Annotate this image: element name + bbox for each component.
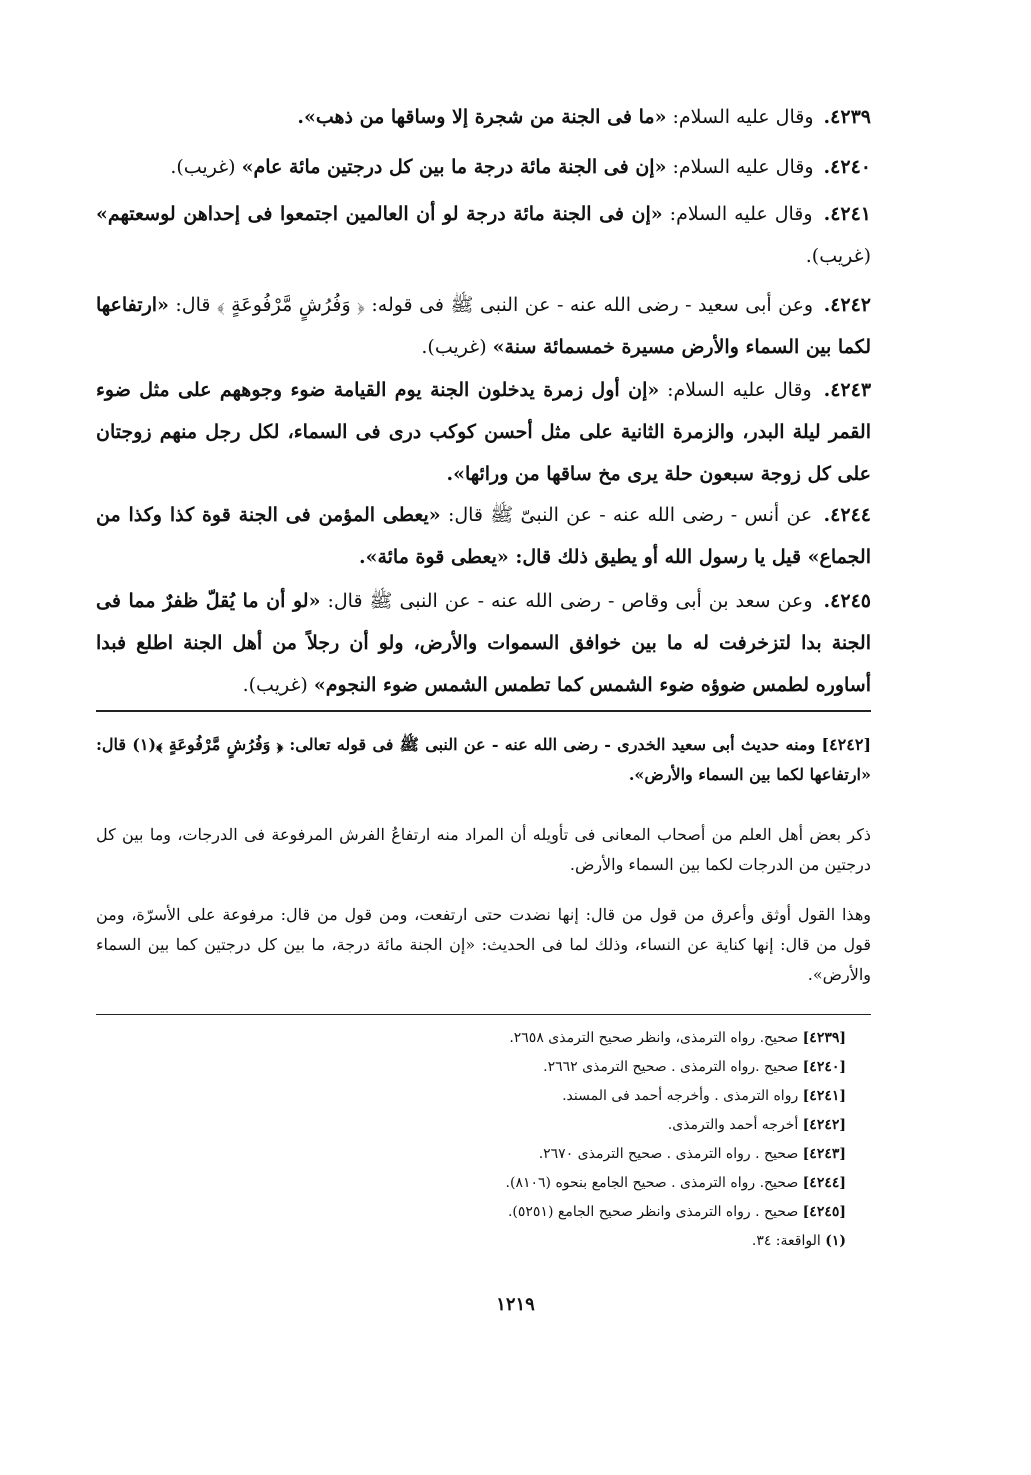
footnote-text: صحيح . رواه الترمذى . صحيح الترمذى ٢٦٧٠. <box>538 1146 799 1162</box>
footnotes <box>246 1024 846 1256</box>
footnote-number: [٤٢٤٢] <box>802 1117 846 1133</box>
footnote-text: صحيح. رواه الترمذى . صحيح الجامع بنحوه (٨١٠٦). <box>505 1175 799 1191</box>
hadith-number: ٤٢٤٢. <box>823 294 872 316</box>
hadith-intro: عن أنس - رضى الله عنه - عن النبىّ ﷺ قال: <box>447 504 813 526</box>
hadith-grade: (غريب). <box>170 156 236 178</box>
hadith-grade: (غريب). <box>421 336 487 358</box>
hadith-text: «إن فى الجنة مائة درجة لو أن العالمين اجتمعوا فى إحداهن لوسعتهم» <box>96 203 663 225</box>
footnote-number: [٤٢٤٤] <box>802 1175 846 1191</box>
hadith-4241 <box>96 193 871 277</box>
footnote-number: [٤٢٤٣] <box>802 1146 846 1162</box>
commentary-paragraph-1: ذكر بعض أهل العلم من أصحاب المعانى فى تأويله أن المراد منه ارتفاعُ الفرش المرفوعة فى الدرجات، وما بين كل درجتين من الدرجات لكما بين السماء والأرض. <box>96 825 871 874</box>
footnote <box>246 1140 846 1169</box>
commentary-heading: [٤٢٤٢] ومنه حديث أبى سعيد الخدرى - رضى الله عنه - عن النبى ﷺ فى قوله تعالى: ﴿ وَفُرُشٍ مَّرْفُوعَةٍ ﴾(١) قال: «ارتفاعها لكما بين السماء والأرض». <box>96 735 872 784</box>
hadith-4245 <box>96 580 871 706</box>
hadith-4239 <box>96 96 871 138</box>
footnote-text: صحيح. رواه الترمذى، وانظر صحيح الترمذى ٢٦٥٨. <box>509 1030 799 1046</box>
footnote-number: [٤٢٤٠] <box>802 1059 846 1075</box>
hadith-number: ٤٢٤٤. <box>823 504 871 526</box>
hadith-number: ٤٢٤٠. <box>823 156 871 178</box>
hadith-intro: وعن سعد بن أبى وقاص - رضى الله عنه - عن النبى ﷺ قال: <box>327 590 813 612</box>
hadith-intro: وقال عليه السلام: <box>672 106 814 128</box>
hadith-number: ٤٢٣٩. <box>823 106 871 128</box>
hadith-4243 <box>96 369 871 495</box>
hadith-intro: وقال عليه السلام: <box>672 156 814 178</box>
commentary-head <box>96 730 871 790</box>
section-divider <box>96 710 871 712</box>
hadith-4242 <box>96 284 871 368</box>
hadith-intro: وعن أبى سعيد - رضى الله عنه - عن النبى ﷺ فى قوله: ﴿ وَفُرُشٍ مَّرْفُوعَةٍ ﴾ قال: <box>175 294 814 316</box>
page-number: ١٢١٩ <box>496 1294 535 1315</box>
footnote <box>246 1111 846 1140</box>
footnote <box>246 1082 846 1111</box>
hadith-text: «ما فى الجنة من شجرة إلا وساقها من ذهب». <box>297 106 667 128</box>
footnote-text: أخرجه أحمد والترمذى. <box>667 1117 799 1133</box>
hadith-intro: وقال عليه السلام: <box>667 379 812 401</box>
footnote-text: رواه الترمذى . وأخرجه أحمد فى المسند. <box>562 1088 799 1104</box>
hadith-number: ٤٢٤٣. <box>823 379 872 401</box>
footnote-text: صحيح . رواه الترمذى وانظر صحيح الجامع (٥٢٥١). <box>507 1204 799 1220</box>
footnote-number: [٤٢٤١] <box>802 1088 846 1104</box>
hadith-4244 <box>96 494 871 578</box>
hadith-number: ٤٢٤١. <box>823 203 872 225</box>
hadith-text: «ارتفاعها لكما بين السماء والأرض مسيرة خمسمائة سنة» <box>96 294 871 358</box>
footnote <box>246 1227 846 1256</box>
hadith-text: «إن أول زمرة يدخلون الجنة يوم القيامة ضوء وجوههم على مثل ضوء القمر ليلة البدر، والزمرة الثانية على مثل أحسن كوكب درى فى السماء، لكل رجل منهم زوجتان على كل زوجة سبعون حلة يرى مخ ساقها من ورائها». <box>96 379 871 485</box>
hadith-grade: (غريب). <box>242 674 308 696</box>
footnote <box>246 1024 846 1053</box>
hadith-number: ٤٢٤٥. <box>823 590 871 612</box>
footnote-divider <box>96 1014 871 1015</box>
hadith-intro: وقال عليه السلام: <box>669 203 813 225</box>
footnote <box>246 1053 846 1082</box>
footnote-text: الواقعة: ٣٤. <box>751 1233 821 1249</box>
hadith-text: «إن فى الجنة مائة درجة ما بين كل درجتين مائة عام» <box>241 156 667 178</box>
commentary-paragraph-2: وهذا القول أوثق وأعرق من قول من قال: إنها نضدت حتى ارتفعت، ومن قول من قال: مرفوعة على الأسرّة، ومن قول من قال: إنها كناية عن النساء، وذلك لما فى الحديث: «إن الجنة مائة درجة، ما بين كل درجتين كما بين السماء والأرض». <box>96 905 871 984</box>
footnote <box>246 1198 846 1227</box>
hadith-grade: (غريب). <box>805 245 871 267</box>
hadith-4240 <box>96 146 871 188</box>
footnote-number: [٤٢٤٥] <box>802 1204 846 1220</box>
hadith-text: «يعطى المؤمن فى الجنة قوة كذا وكذا من الجماع» قيل يا رسول الله أو يطيق ذلك قال: «يعطى قوة مائة». <box>96 504 871 568</box>
footnote-number: [٤٢٣٩] <box>802 1030 846 1046</box>
footnote-text: صحيح .رواه الترمذى . صحيح الترمذى ٢٦٦٢. <box>543 1059 799 1075</box>
hadith-text: «لو أن ما يُقلّ ظفرٌ مما فى الجنة بدا لتزخرفت له ما بين خوافق السموات والأرض، ولو أن رجلاً من أهل الجنة اطلع فبدا أساوره لطمس ضوؤه ضوء الشمس كما تطمس الشمس ضوء النجوم» <box>96 590 871 696</box>
footnote-number: (١) <box>825 1233 846 1249</box>
footnote <box>246 1169 846 1198</box>
